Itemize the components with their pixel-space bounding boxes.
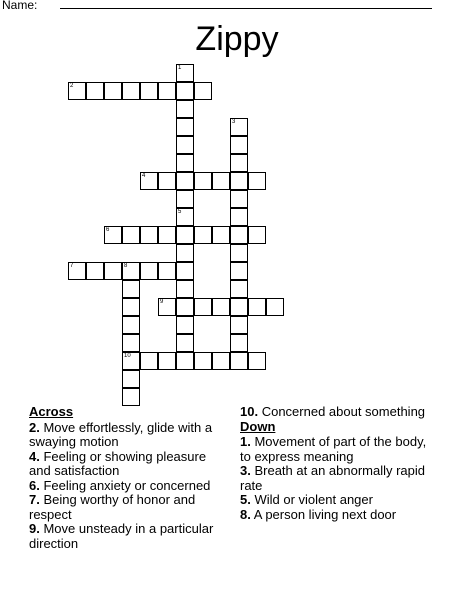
- grid-cell[interactable]: [158, 262, 176, 280]
- grid-cell[interactable]: [212, 352, 230, 370]
- grid-cell[interactable]: [122, 334, 140, 352]
- grid-cell[interactable]: [230, 352, 248, 370]
- grid-cell[interactable]: [140, 352, 158, 370]
- grid-cell[interactable]: [140, 172, 158, 190]
- down-clue: [240, 508, 440, 523]
- clue-number: 8.: [240, 506, 251, 522]
- grid-cell[interactable]: [212, 172, 230, 190]
- clue-text: Being worthy of honor and respect: [29, 492, 196, 522]
- clues-left-column: [29, 405, 229, 551]
- grid-cell[interactable]: [194, 298, 212, 316]
- grid-cell[interactable]: [230, 208, 248, 226]
- grid-cell[interactable]: [194, 352, 212, 370]
- cell-number: 7: [70, 263, 74, 269]
- grid-cell[interactable]: [230, 280, 248, 298]
- grid-cell[interactable]: [176, 316, 194, 334]
- grid-cell[interactable]: [176, 100, 194, 118]
- grid-cell[interactable]: [176, 64, 194, 82]
- across-clue: [29, 479, 229, 494]
- clue-text: Move unsteady in a particular direction: [29, 521, 214, 551]
- grid-cell[interactable]: [68, 262, 86, 280]
- grid-cell[interactable]: [122, 316, 140, 334]
- grid-cell[interactable]: [176, 280, 194, 298]
- grid-cell[interactable]: [158, 226, 176, 244]
- grid-cell[interactable]: [122, 370, 140, 388]
- clue-number: 3.: [240, 463, 251, 478]
- grid-cell[interactable]: [122, 298, 140, 316]
- grid-cell[interactable]: [122, 226, 140, 244]
- grid-cell[interactable]: [194, 226, 212, 244]
- grid-cell[interactable]: [230, 226, 248, 244]
- clue-number: 6.: [29, 477, 40, 493]
- puzzle-title: Zippy: [195, 20, 279, 58]
- grid-cell[interactable]: [176, 190, 194, 208]
- grid-cell[interactable]: [176, 136, 194, 154]
- grid-cell[interactable]: [248, 226, 266, 244]
- grid-cell[interactable]: [176, 118, 194, 136]
- grid-cell[interactable]: [104, 82, 122, 100]
- across-heading: Across: [29, 404, 74, 419]
- grid-cell[interactable]: [122, 280, 140, 298]
- grid-cell[interactable]: [212, 298, 230, 316]
- grid-cell[interactable]: [176, 244, 194, 262]
- across-clue: [29, 493, 229, 522]
- grid-cell[interactable]: [230, 244, 248, 262]
- clue-text: Move effortlessly, glide with a swaying motion: [29, 419, 213, 449]
- clue-text: Breath at an abnormally rapid rate: [240, 463, 426, 493]
- grid-cell[interactable]: [230, 172, 248, 190]
- grid-cell[interactable]: [158, 352, 176, 370]
- grid-cell[interactable]: [176, 82, 194, 100]
- clue-text: Feeling anxiety or concerned: [43, 477, 211, 493]
- clue-number: 1.: [240, 434, 251, 449]
- grid-cell[interactable]: [122, 82, 140, 100]
- grid-cell[interactable]: [176, 352, 194, 370]
- grid-cell[interactable]: [230, 334, 248, 352]
- down-heading: Down: [240, 418, 276, 434]
- clue-number: 9.: [29, 521, 40, 536]
- cell-number: 5: [178, 209, 182, 215]
- clue-number: 10.: [240, 404, 259, 419]
- cell-number: 6: [106, 227, 110, 233]
- grid-cell[interactable]: [140, 226, 158, 244]
- grid-cell[interactable]: [176, 262, 194, 280]
- across-clue: [240, 405, 440, 420]
- clue-text: Concerned about something: [261, 404, 426, 419]
- grid-cell[interactable]: [176, 298, 194, 316]
- cell-number: 10: [124, 353, 131, 359]
- grid-cell[interactable]: [248, 352, 266, 370]
- grid-cell[interactable]: [176, 208, 194, 226]
- cell-number: 9: [160, 299, 164, 305]
- cell-number: 4: [142, 173, 146, 179]
- grid-cell[interactable]: [230, 298, 248, 316]
- grid-cell[interactable]: [230, 154, 248, 172]
- clue-text: Wild or violent anger: [254, 492, 373, 507]
- across-clue: [29, 421, 229, 450]
- grid-cell[interactable]: [158, 82, 176, 100]
- down-clue: [240, 435, 440, 464]
- grid-cell[interactable]: [122, 352, 140, 370]
- clue-number: 4.: [29, 448, 40, 464]
- clue-number: 7.: [29, 492, 40, 507]
- grid-cell[interactable]: [248, 172, 266, 190]
- grid-cell[interactable]: [176, 334, 194, 352]
- grid-cell[interactable]: [104, 262, 122, 280]
- grid-cell[interactable]: [104, 226, 122, 244]
- down-clue: [240, 493, 440, 508]
- cell-number: 3: [232, 119, 236, 125]
- grid-cell[interactable]: [266, 298, 284, 316]
- grid-cell[interactable]: [86, 262, 104, 280]
- grid-cell[interactable]: [68, 82, 86, 100]
- grid-cell[interactable]: [230, 262, 248, 280]
- grid-cell[interactable]: [140, 262, 158, 280]
- grid-cell[interactable]: [158, 298, 176, 316]
- grid-cell[interactable]: [86, 82, 104, 100]
- clue-number: 5.: [240, 492, 251, 507]
- across-clue: [29, 450, 229, 479]
- clues-right-column: [240, 405, 440, 522]
- grid-cell[interactable]: [194, 172, 212, 190]
- grid-cell[interactable]: [230, 190, 248, 208]
- clue-text: A person living next door: [253, 506, 397, 522]
- grid-cell[interactable]: [230, 136, 248, 154]
- clue-text: Movement of part of the body, to express meaning: [240, 434, 427, 464]
- across-clue: [29, 522, 229, 551]
- grid-cell[interactable]: [212, 226, 230, 244]
- clue-number: 2.: [29, 419, 40, 435]
- grid-cell[interactable]: [176, 226, 194, 244]
- grid-cell[interactable]: [176, 154, 194, 172]
- grid-cell[interactable]: [122, 262, 140, 280]
- cell-number: 1: [178, 65, 182, 71]
- cell-number: 8: [124, 263, 128, 269]
- grid-cell[interactable]: [230, 118, 248, 136]
- grid-cell[interactable]: [122, 388, 140, 406]
- grid-cell[interactable]: [194, 82, 212, 100]
- name-label: Name:: [2, 0, 38, 12]
- grid-cell[interactable]: [176, 172, 194, 190]
- grid-cell[interactable]: [158, 172, 176, 190]
- grid-cell[interactable]: [140, 82, 158, 100]
- cell-number: 2: [70, 83, 74, 89]
- grid-cell[interactable]: [248, 298, 266, 316]
- clue-text: Feeling or showing pleasure and satisfaction: [29, 448, 207, 478]
- down-clue: [240, 464, 440, 493]
- grid-cell[interactable]: [230, 316, 248, 334]
